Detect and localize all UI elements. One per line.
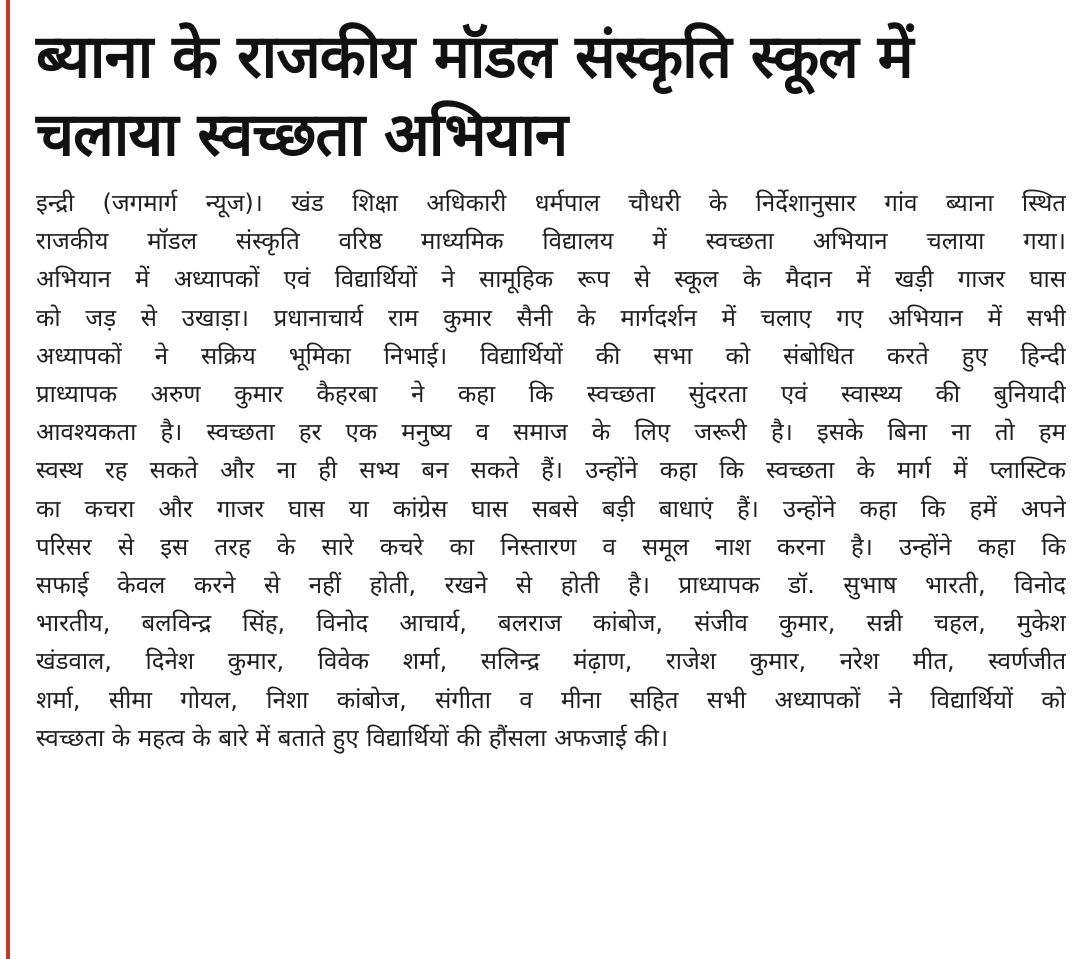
body-line: सफाई केवल करने से नहीं होती, रखने से होती है। प्राध्यापक डॉ. सुभाष भारती, विनोद xyxy=(36,571,1066,600)
body-line: को जड़ से उखाड़ा। प्रधानाचार्य राम कुमार सैनी के मार्गदर्शन में चलाए गए अभियान में सभी xyxy=(36,303,1066,332)
body-line: का कचरा और गाजर घास या कांग्रेस घास सबसे बड़ी बाधाएं हैं। उन्होंने कहा कि हमें अपने xyxy=(36,494,1066,523)
article-headline xyxy=(36,18,1066,174)
body-line: आवश्यकता है। स्वच्छता हर एक मनुष्य व समाज के लिए जरूरी है। इसके बिना ना तो हम xyxy=(36,418,1066,447)
headline-line-1: ब्याना के राजकीय मॉडल संस्कृति स्कूल में xyxy=(36,22,913,92)
body-line: अध्यापकों ने सक्रिय भूमिका निभाई। विद्यार्थियों की सभा को संबोधित करते हुए हिन्दी xyxy=(36,341,1066,370)
body-line: परिसर से इस तरह के सारे कचरे का निस्तारण व समूल नाश करना है। उन्होंने कहा कि xyxy=(36,532,1066,561)
body-line: शर्मा, सीमा गोयल, निशा कांबोज, संगीता व मीना सहित सभी अध्यापकों ने विद्यार्थियों को xyxy=(36,685,1066,714)
column-rule xyxy=(6,0,10,959)
body-line: अभियान में अध्यापकों एवं विद्यार्थियों ने सामूहिक रूप से स्कूल के मैदान में खड़ी गाजर घास xyxy=(36,265,1066,294)
article-body xyxy=(36,184,1066,757)
body-line: भारतीय, बलविन्द्र सिंह, विनोद आचार्य, बलराज कांबोज, संजीव कुमार, सन्नी चहल, मुकेश xyxy=(36,609,1066,638)
body-line: राजकीय मॉडल संस्कृति वरिष्ठ माध्यमिक विद्यालय में स्वच्छता अभियान चलाया गया। xyxy=(36,227,1066,256)
body-line: प्राध्यापक अरुण कुमार कैहरबा ने कहा कि स्वच्छता सुंदरता एवं स्वास्थ्य की बुनियादी xyxy=(36,380,1066,409)
headline-line-2: चलाया स्वच्छता अभियान xyxy=(36,100,568,170)
body-line: खंडवाल, दिनेश कुमार, विवेक शर्मा, सलिन्द्र मंढ़ाण, राजेश कुमार, नरेश मीत, स्वर्णजीत xyxy=(36,647,1066,676)
body-line: इन्द्री (जगमार्ग न्यूज)। खंड शिक्षा अधिकारी धर्मपाल चौधरी के निर्देशानुसार गांव ब्याना स्थित xyxy=(36,189,1066,217)
body-line: स्वच्छता के महत्व के बारे में बताते हुए विद्यार्थियों की हौंसला अफजाई की। xyxy=(36,723,669,752)
news-article xyxy=(36,18,1066,757)
body-line: स्वस्थ रह सकते और ना ही सभ्य बन सकते हैं। उन्होंने कहा कि स्वच्छता के मार्ग में प्लास्टिक xyxy=(36,456,1066,485)
